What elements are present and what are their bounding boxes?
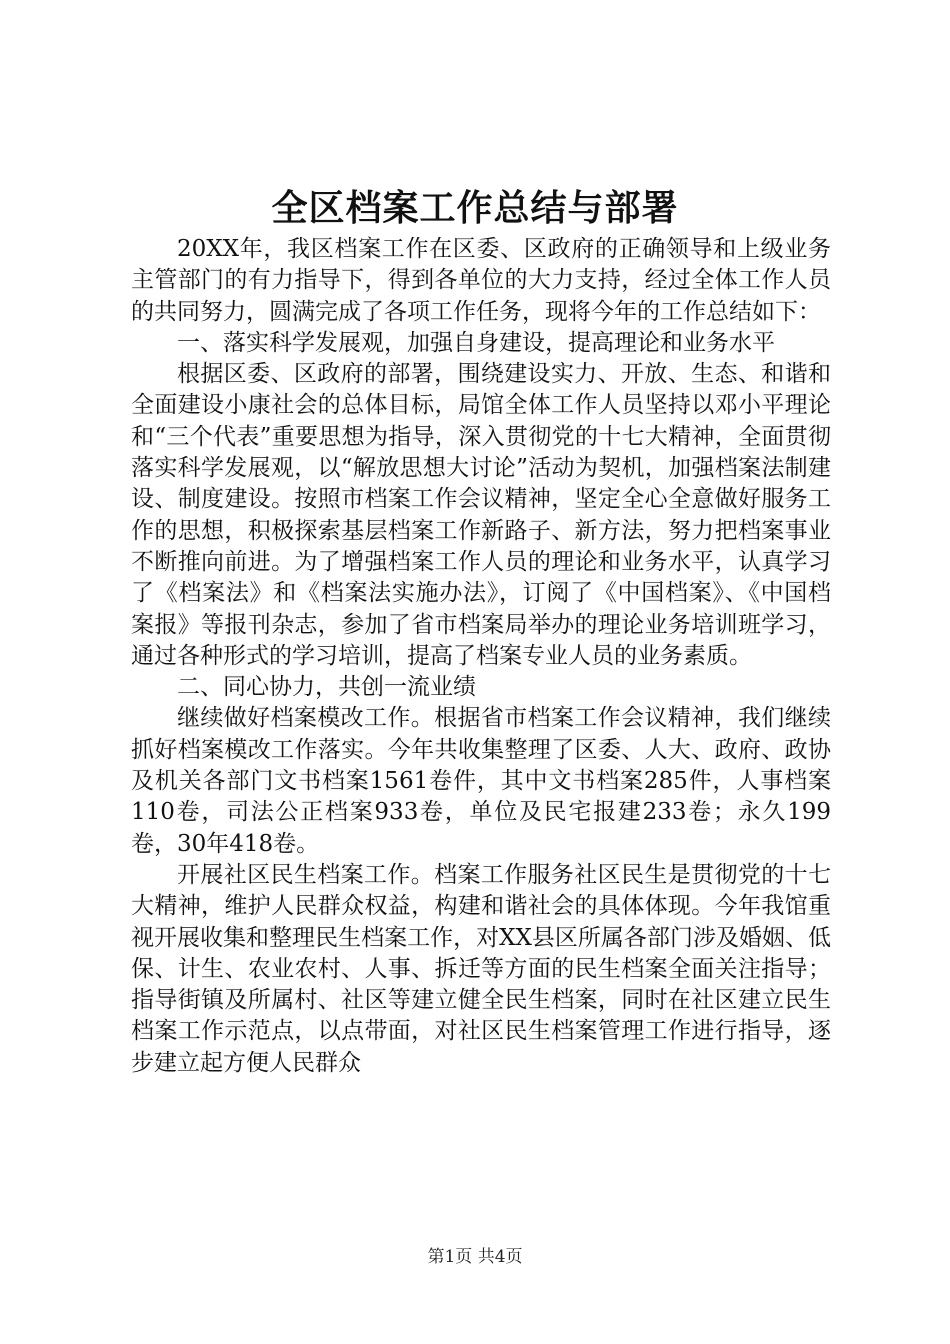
document-body (131, 234, 831, 1079)
document-title: 全区档案工作总结与部署 (271, 187, 679, 229)
paragraph-archive-reform: 继续做好档案模改工作。根据省市档案工作会议精神，我们继续抓好档案模改工作落实。今年共收集整理了区委、人大、政府、政协及机关各部门文书档案1561卷件，其中文书档案285件，人事档案110卷，司法公正档案933卷，单位及民宅报建233卷；永久199卷，30年418卷。 (131, 705, 831, 857)
page-footer: 第1页 共4页 (427, 1247, 523, 1267)
paragraph-section-1: 根据区委、区政府的部署，围绕建设实力、开放、生态、和谐和全面建设小康社会的总体目标，局馆全体工作人员坚持以邓小平理论和“三个代表”重要思想为指导，深入贯彻党的十七大精神，全面贯彻落实科学发展观，以“解放思想大讨论”活动为契机，加强档案法制建设、制度建设。按照市档案工作会议精神，坚定全心全意做好服务工作的思想，积极探索基层档案工作新路子、新方法，努力把档案事业不断推向前进。为了增强档案工作人员的理论和业务水平，认真学习了《档案法》和《档案法实施办法》，订阅了《中国档案》、《中国档案报》等报刊杂志，参加了省市档案局举办的理论业务培训班学习，通过各种形式的学习培训，提高了档案专业人员的业务素质。 (131, 361, 831, 669)
section-heading-2: 二、同心协力，共创一流业绩 (177, 674, 476, 701)
section-heading-1: 一、落实科学发展观，加强自身建设，提高理论和业务水平 (177, 329, 775, 356)
paragraph-intro: 20XX年，我区档案工作在区委、区政府的正确领导和上级业务主管部门的有力指导下，得到各单位的大力支持，经过全体工作人员的共同努力，圆满完成了各项工作任务，现将今年的工作总结如下： (131, 236, 831, 325)
paragraph-community-archives: 开展社区民生档案工作。档案工作服务社区民生是贯彻党的十七大精神，维护人民群众权益，构建和谐社会的具体体现。今年我馆重视开展收集和整理民生档案工作，对XX县区所属各部门涉及婚姻、低保、计生、农业农村、人事、拆迁等方面的民生档案全面关注指导；指导街镇及所属村、社区等建立健全民生档案，同时在社区建立民生档案工作示范点，以点带面，对社区民生档案管理工作进行指导，逐步建立起方便人民群众 (131, 861, 831, 1076)
